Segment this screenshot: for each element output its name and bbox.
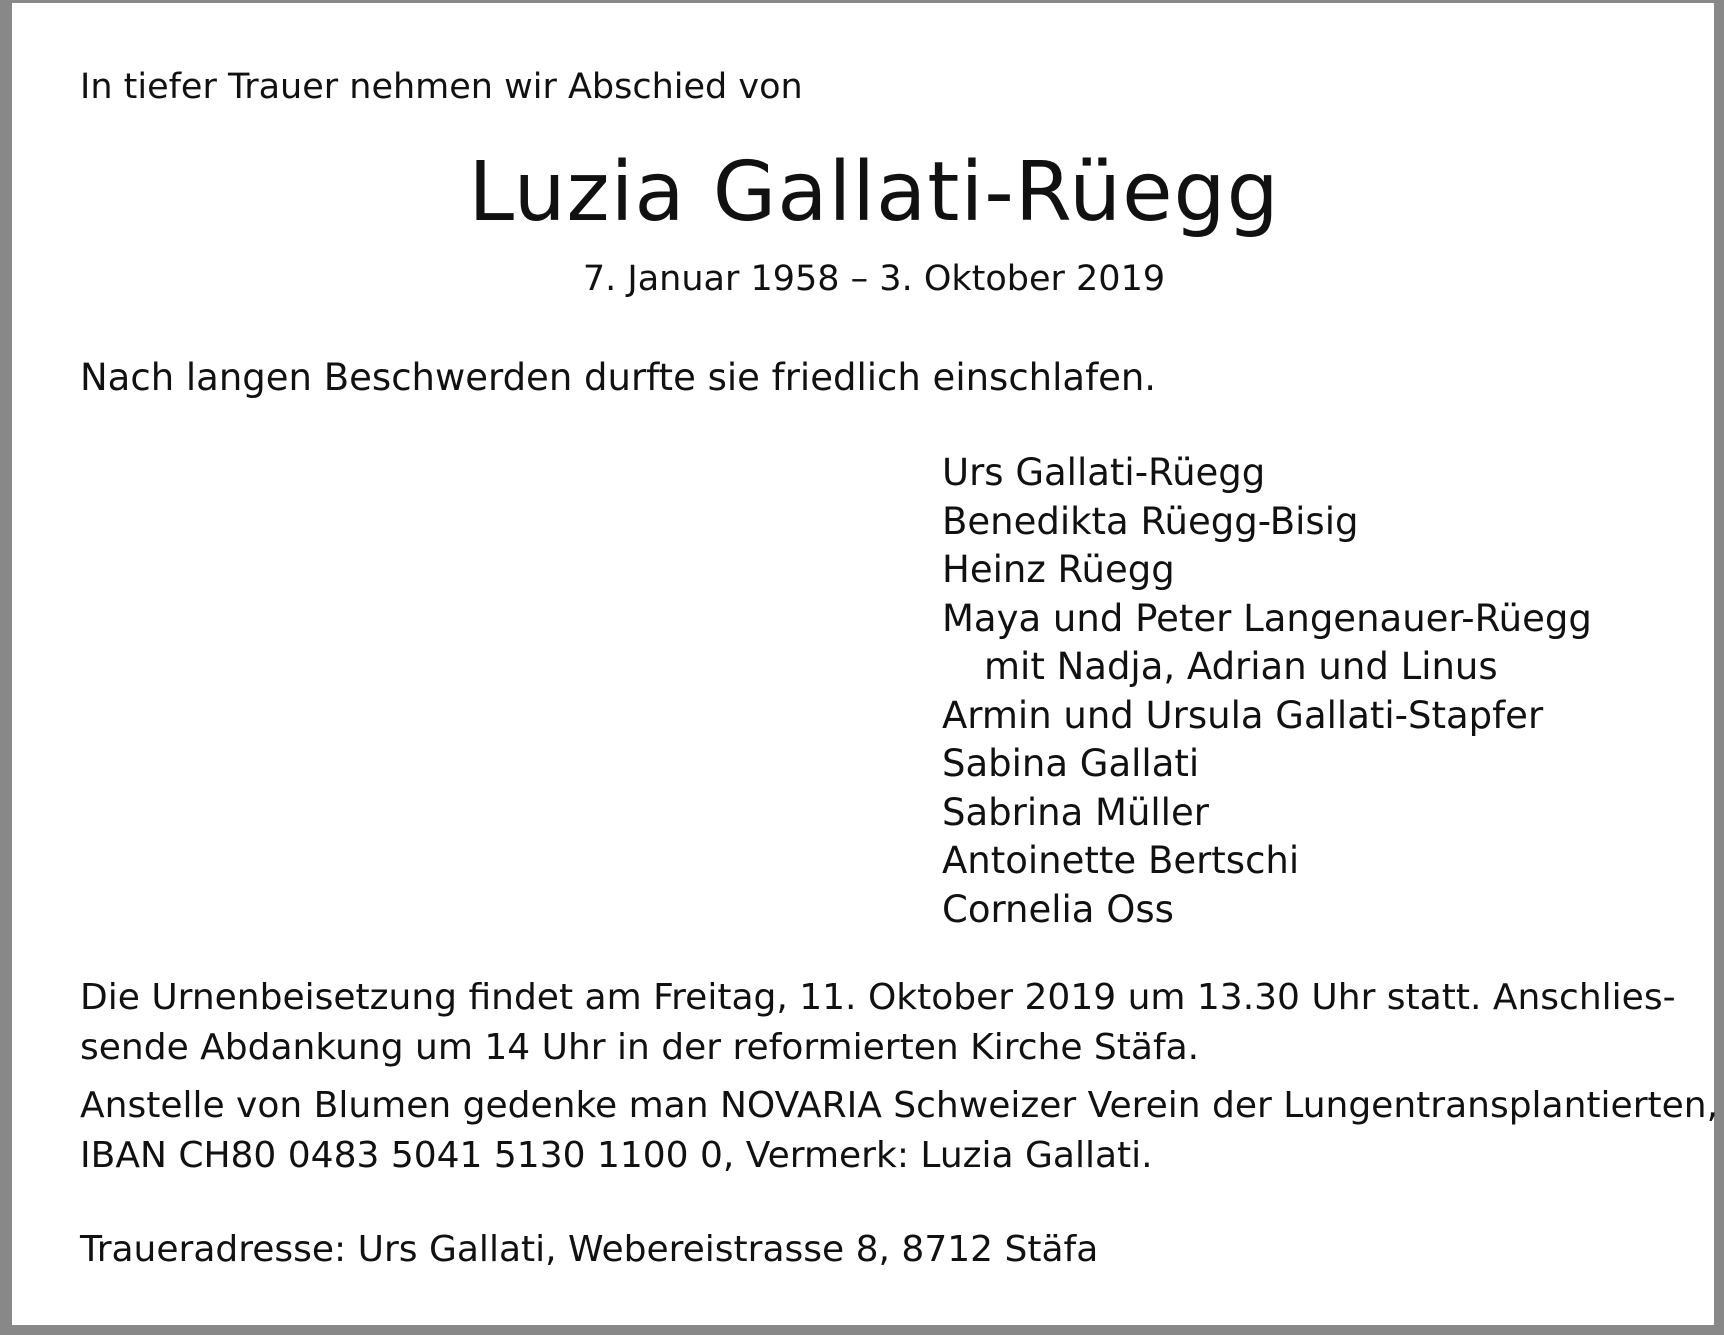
address-line: Traueradresse: Urs Gallati, Webereistrasse 8, 8712 Stäfa [80, 1229, 1099, 1270]
donation-line: Anstelle von Blumen gedenke man NOVARIA Schweizer Verein der Lungentransplantierten, [80, 1085, 1719, 1126]
mourner-name: Sabrina Müller [942, 790, 1209, 834]
mourning-address [80, 1225, 1098, 1275]
ceremony-line: Die Urnenbeisetzung findet am Freitag, 11. Oktober 2019 um 13.30 Uhr statt. Anschlies- [80, 977, 1676, 1018]
donation-paragraph [80, 1081, 1718, 1181]
mourner-name: Armin und Ursula Gallati-Stapfer [942, 693, 1544, 737]
passing-statement: Nach langen Beschwerden durfte sie friedlich einschlafen. [80, 356, 1157, 399]
mourners-list [942, 449, 1592, 934]
intro-text: In tiefer Trauer nehmen wir Abschied von [80, 67, 803, 107]
life-dates: 7. Januar 1958 – 3. Oktober 2019 [582, 259, 1166, 299]
mourner-name: Antoinette Bertschi [942, 839, 1300, 882]
mourner-name: Benedikta Rüegg-Bisig [942, 499, 1359, 543]
mourner-name: Heinz Rüegg [942, 548, 1175, 591]
deceased-name: Luzia Gallati-Rüegg [468, 145, 1280, 240]
mourner-name: Cornelia Oss [942, 887, 1174, 931]
mourner-name: Sabina Gallati [942, 742, 1200, 785]
donation-line: IBAN CH80 0483 5041 5130 1100 0, Vermerk: Luzia Gallati. [80, 1135, 1153, 1176]
mourner-name: Maya und Peter Langenauer-Rüegg [942, 596, 1592, 640]
mourner-name: Urs Gallati-Rüegg [942, 451, 1266, 494]
ceremony-paragraph [80, 973, 1676, 1073]
ceremony-line: sende Abdankung um 14 Uhr in der reformierten Kirche Stäfa. [80, 1027, 1200, 1068]
mourner-children: mit Nadja, Adrian und Linus [984, 645, 1498, 688]
